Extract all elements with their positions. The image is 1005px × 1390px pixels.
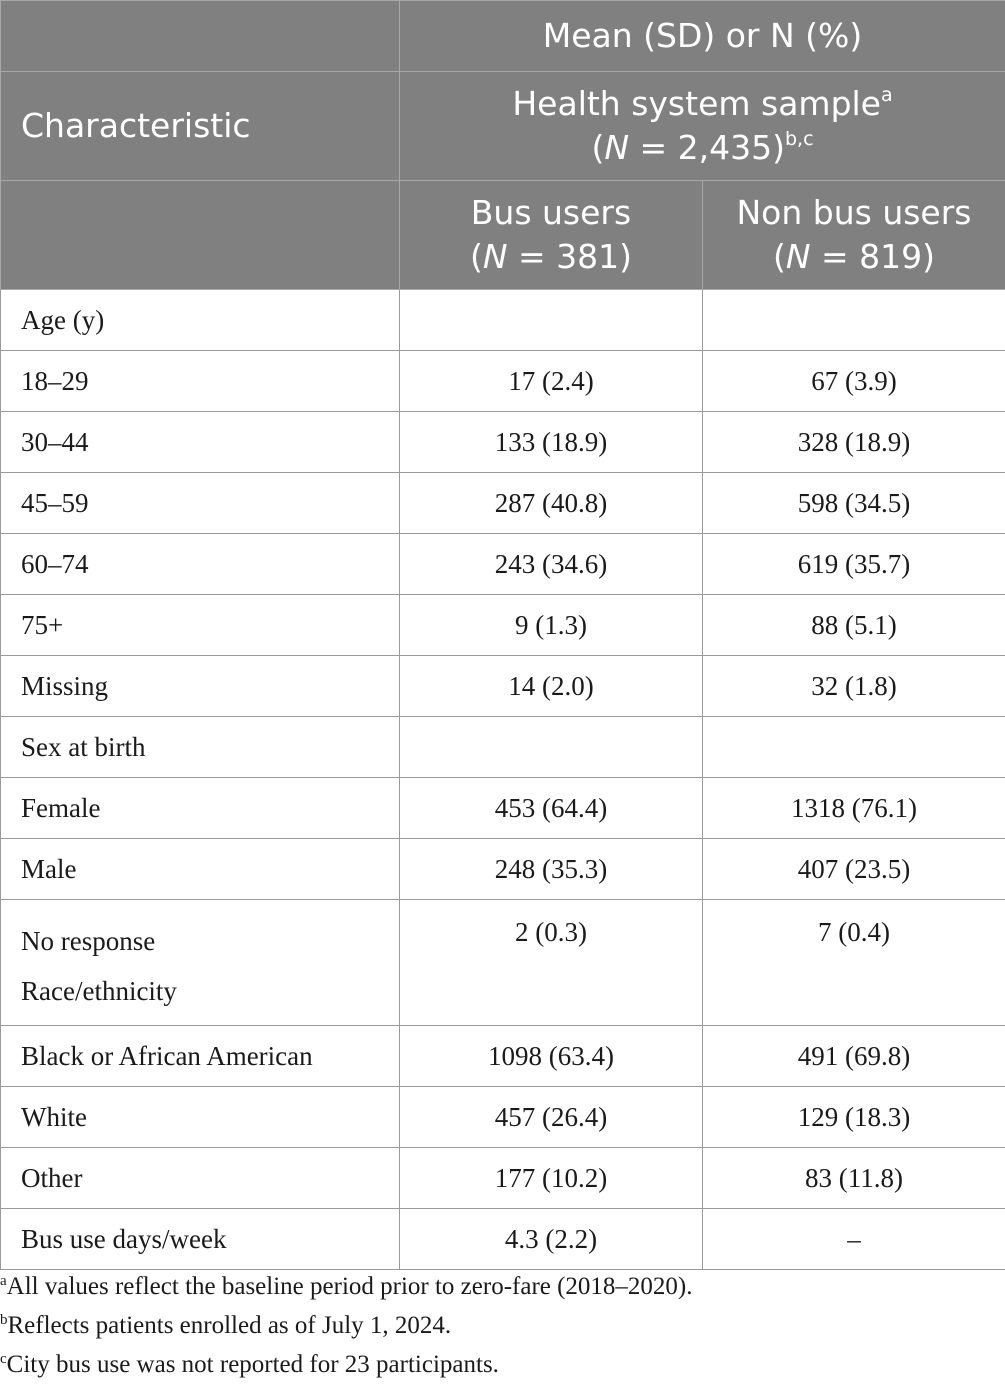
non-bus-users-value: 67 (3.9) <box>703 351 1005 412</box>
sample-n-open: ( <box>591 128 605 167</box>
footnote-mark: b <box>0 1312 8 1328</box>
non-bus-users-value <box>703 290 1005 351</box>
sample-header <box>400 72 1005 181</box>
bus-users-n-value: = 381) <box>507 237 633 276</box>
footnote <box>0 1267 1005 1306</box>
row-label-line: Race/ethnicity <box>21 976 177 1006</box>
row-label: Black or African American <box>1 1026 400 1087</box>
table-row <box>1 1026 1005 1087</box>
table-row <box>1 656 1005 717</box>
footnote <box>0 1306 1005 1345</box>
characteristic-header: Characteristic <box>1 72 400 181</box>
non-bus-users-value: 83 (11.8) <box>703 1148 1005 1209</box>
footnote-mark: a <box>0 1273 7 1289</box>
table-row <box>1 717 1005 778</box>
table-row <box>1 839 1005 900</box>
bus-users-value: 243 (34.6) <box>400 534 703 595</box>
row-label: 30–44 <box>1 412 400 473</box>
footnote-text: City bus use was not reported for 23 participants. <box>6 1351 499 1378</box>
footnote-text: Reflects patients enrolled as of July 1, 2024. <box>7 1312 452 1339</box>
sample-footnote-mark: a <box>880 84 893 106</box>
table-row <box>1 1209 1005 1270</box>
sample-n-footnote-mark: b,c <box>785 128 814 150</box>
bus-users-value: 17 (2.4) <box>400 351 703 412</box>
row-label: 75+ <box>1 595 400 656</box>
bus-users-header <box>400 181 703 290</box>
non-bus-users-n-open: ( <box>772 237 786 276</box>
non-bus-users-value: 328 (18.9) <box>703 412 1005 473</box>
bus-users-value: 287 (40.8) <box>400 473 703 534</box>
bus-users-value: 14 (2.0) <box>400 656 703 717</box>
footnote <box>0 1345 1005 1384</box>
table-row <box>1 778 1005 839</box>
non-bus-users-label: Non bus users <box>736 193 972 232</box>
non-bus-users-value: 491 (69.8) <box>703 1026 1005 1087</box>
footnote-mark: c <box>0 1351 7 1367</box>
row-label: Bus use days/week <box>1 1209 400 1270</box>
table-row <box>1 1148 1005 1209</box>
bus-users-n-open: ( <box>469 237 483 276</box>
non-bus-users-value: – <box>703 1209 1005 1270</box>
row-label: Other <box>1 1148 400 1209</box>
footnote-text: All values reflect the baseline period prior to zero-fare (2018–2020). <box>6 1273 693 1300</box>
table-row <box>1 595 1005 656</box>
table-row <box>1 290 1005 351</box>
bus-users-value: 4.3 (2.2) <box>400 1209 703 1270</box>
sample-label: Health system sample <box>512 84 881 123</box>
non-bus-users-n-symbol: N <box>785 237 811 276</box>
non-bus-users-value: 32 (1.8) <box>703 656 1005 717</box>
non-bus-users-header <box>703 181 1005 290</box>
bus-users-value: 2 (0.3) <box>400 900 703 1026</box>
table-row <box>1 351 1005 412</box>
row-label: Missing <box>1 656 400 717</box>
table-row <box>1 412 1005 473</box>
mean-label-header: Mean (SD) or N (%) <box>400 1 1005 72</box>
bus-users-n-symbol: N <box>482 237 508 276</box>
table-row <box>1 473 1005 534</box>
bus-users-value: 248 (35.3) <box>400 839 703 900</box>
non-bus-users-value <box>703 717 1005 778</box>
row-label: Age (y) <box>1 290 400 351</box>
header-empty-cell <box>1 1 400 72</box>
bus-users-value: 133 (18.9) <box>400 412 703 473</box>
row-label: White <box>1 1087 400 1148</box>
bus-users-value: 457 (26.4) <box>400 1087 703 1148</box>
bus-users-value: 177 (10.2) <box>400 1148 703 1209</box>
row-label: 45–59 <box>1 473 400 534</box>
non-bus-users-value: 598 (34.5) <box>703 473 1005 534</box>
row-label-line: No response <box>21 926 156 956</box>
row-label <box>1 900 400 1026</box>
bus-users-label: Bus users <box>470 193 632 232</box>
row-label: 60–74 <box>1 534 400 595</box>
row-label: Male <box>1 839 400 900</box>
bus-users-value: 1098 (63.4) <box>400 1026 703 1087</box>
bus-users-value: 453 (64.4) <box>400 778 703 839</box>
bus-users-value <box>400 717 703 778</box>
bus-users-value: 9 (1.3) <box>400 595 703 656</box>
row-label: 18–29 <box>1 351 400 412</box>
bus-users-value <box>400 290 703 351</box>
non-bus-users-n-value: = 819) <box>810 237 936 276</box>
row-label: Sex at birth <box>1 717 400 778</box>
row-label: Female <box>1 778 400 839</box>
sample-n-symbol: N <box>604 128 630 167</box>
sample-n-value: = 2,435) <box>629 128 785 167</box>
table-body <box>1 290 1005 1270</box>
table-header <box>1 1 1005 290</box>
table-row <box>1 1087 1005 1148</box>
table-footnotes <box>0 1267 1005 1384</box>
header-empty-cell <box>1 181 400 290</box>
non-bus-users-value: 619 (35.7) <box>703 534 1005 595</box>
table-row <box>1 534 1005 595</box>
non-bus-users-value: 88 (5.1) <box>703 595 1005 656</box>
non-bus-users-value: 129 (18.3) <box>703 1087 1005 1148</box>
table-row <box>1 900 1005 1026</box>
non-bus-users-value: 407 (23.5) <box>703 839 1005 900</box>
non-bus-users-value: 7 (0.4) <box>703 900 1005 1026</box>
non-bus-users-value: 1318 (76.1) <box>703 778 1005 839</box>
